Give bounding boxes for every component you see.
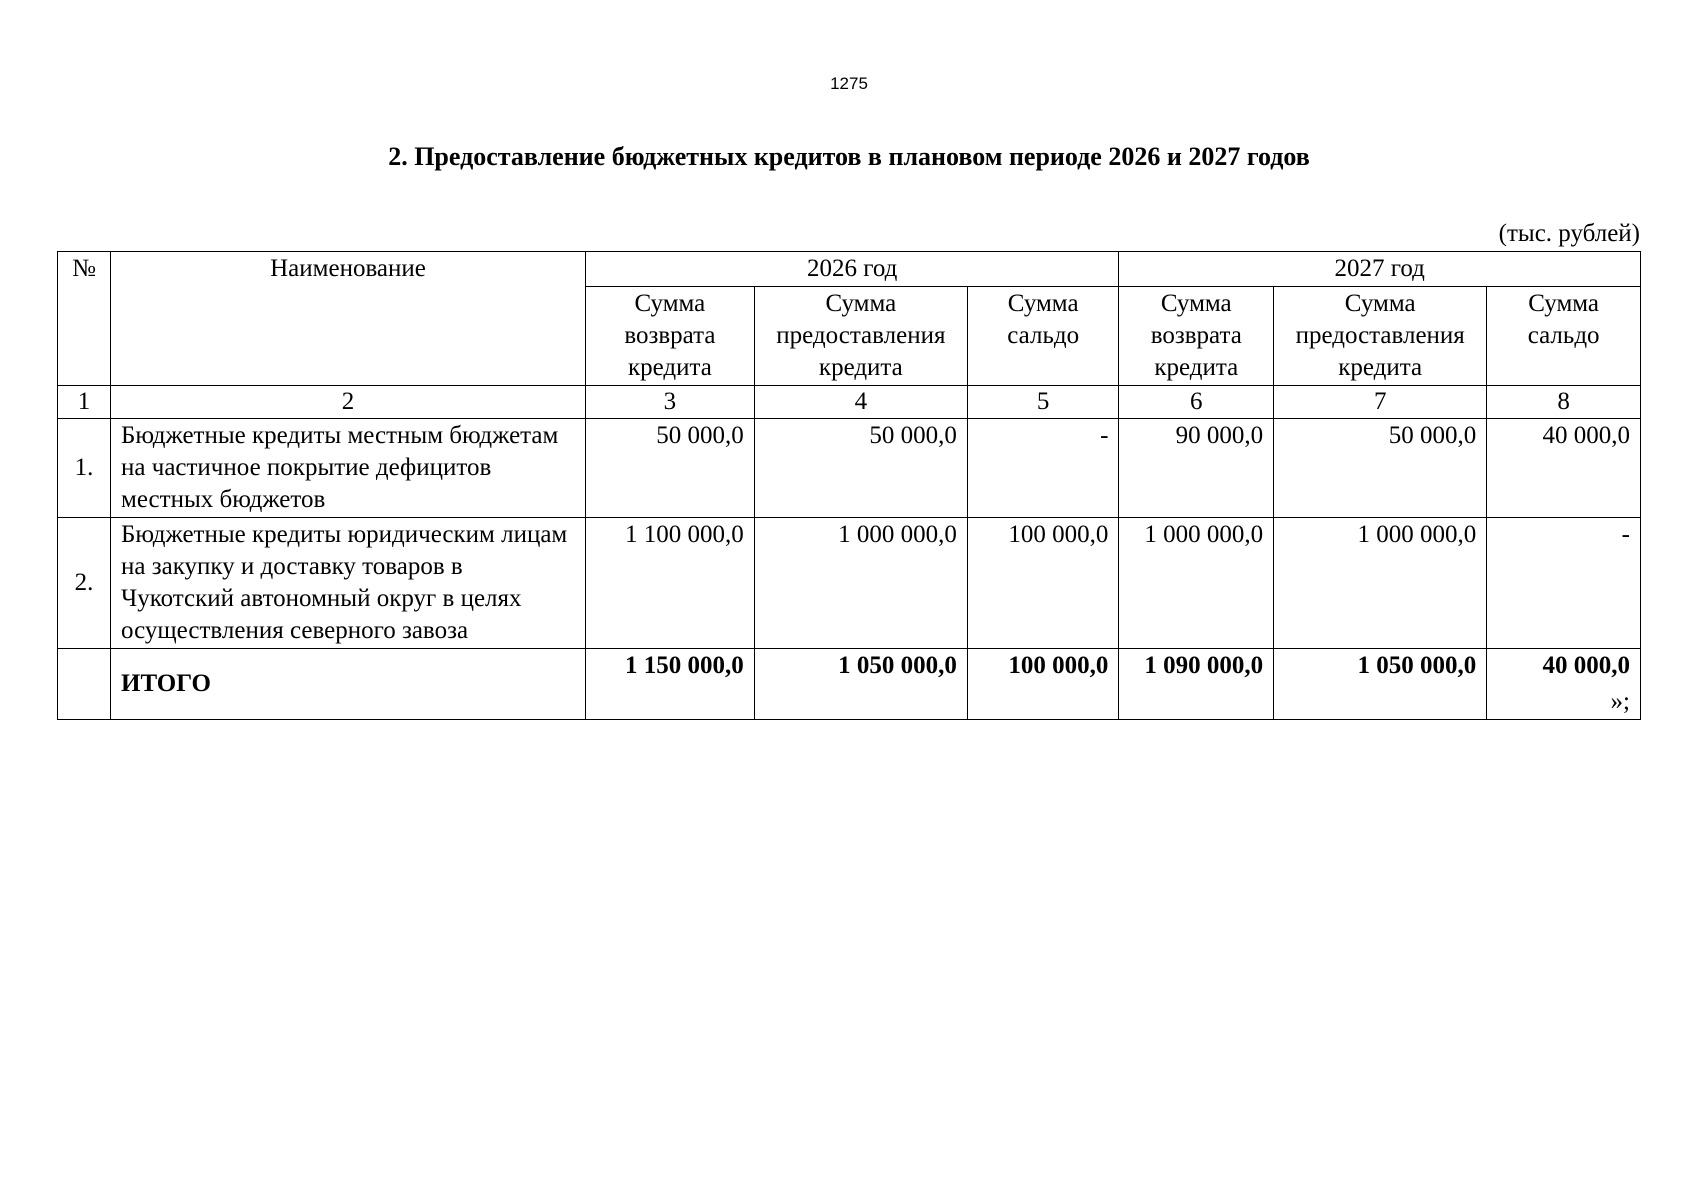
total-balance-2027-cell	[1487, 649, 1641, 720]
budget-credits-table	[57, 251, 1641, 720]
column-index: 1	[58, 386, 111, 419]
header-return-2026: Сумма возврата кредита	[586, 287, 755, 386]
total-empty-cell	[58, 649, 111, 720]
column-index: 6	[1119, 386, 1274, 419]
total-label: ИТОГО	[111, 649, 586, 720]
total-balance-2026: 100 000,0	[967, 649, 1118, 720]
column-index: 3	[586, 386, 755, 419]
table-row	[58, 518, 1641, 649]
total-balance-2027: 40 000,0	[1542, 652, 1630, 679]
page-number: 1275	[830, 74, 868, 93]
units-label: (тыс. рублей)	[1498, 220, 1640, 247]
cell-provision-2027: 1 000 000,0	[1274, 518, 1487, 649]
cell-return-2026: 50 000,0	[586, 419, 755, 518]
total-provision-2027: 1 050 000,0	[1274, 649, 1487, 720]
header-year-2026: 2026 год	[586, 252, 1119, 287]
cell-provision-2027: 50 000,0	[1274, 419, 1487, 518]
row-name: Бюджетные кредиты юридическим лицам на закупку и доставку товаров в Чукотский автономный округ в целях осуществления северного завоза	[111, 518, 586, 649]
header-row-years	[58, 252, 1641, 287]
document-title: 2. Предоставление бюджетных кредитов в плановом периоде 2026 и 2027 годов	[388, 142, 1310, 171]
closing-quote-mark: »;	[1610, 688, 1630, 715]
header-year-2027: 2027 год	[1119, 252, 1641, 287]
total-provision-2026: 1 050 000,0	[754, 649, 967, 720]
header-balance-2027: Сумма сальдо	[1487, 287, 1641, 386]
header-provision-2026: Сумма предоставления кредита	[754, 287, 967, 386]
cell-return-2026: 1 100 000,0	[586, 518, 755, 649]
header-provision-2027: Сумма предоставления кредита	[1274, 287, 1487, 386]
header-num: №	[58, 252, 111, 386]
total-return-2026: 1 150 000,0	[586, 649, 755, 720]
column-index: 4	[754, 386, 967, 419]
column-index: 7	[1274, 386, 1487, 419]
column-index: 2	[111, 386, 586, 419]
header-return-2027: Сумма возврата кредита	[1119, 287, 1274, 386]
header-balance-2026: Сумма сальдо	[967, 287, 1118, 386]
header-name: Наименование	[111, 252, 586, 386]
cell-provision-2026: 50 000,0	[754, 419, 967, 518]
row-number: 2.	[58, 518, 111, 649]
column-index: 5	[967, 386, 1118, 419]
column-index: 8	[1487, 386, 1641, 419]
cell-provision-2026: 1 000 000,0	[754, 518, 967, 649]
cell-balance-2027: -	[1487, 518, 1641, 649]
total-return-2027: 1 090 000,0	[1119, 649, 1274, 720]
row-number: 1.	[58, 419, 111, 518]
table-row	[58, 419, 1641, 518]
cell-balance-2026: -	[967, 419, 1118, 518]
cell-balance-2027: 40 000,0	[1487, 419, 1641, 518]
cell-balance-2026: 100 000,0	[967, 518, 1118, 649]
total-row	[58, 649, 1641, 720]
cell-return-2027: 90 000,0	[1119, 419, 1274, 518]
row-name: Бюджетные кредиты местным бюджетам на частичное покрытие дефицитов местных бюджетов	[111, 419, 586, 518]
column-index-row	[58, 386, 1641, 419]
cell-return-2027: 1 000 000,0	[1119, 518, 1274, 649]
